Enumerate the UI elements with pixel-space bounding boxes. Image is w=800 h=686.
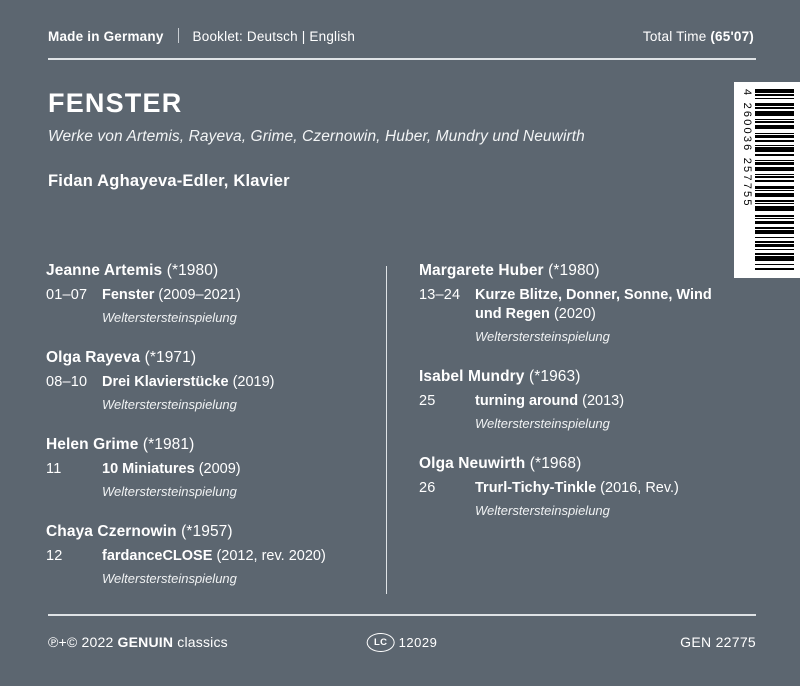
composer-name: Olga Rayeva: [46, 349, 141, 366]
barcode-bars: [755, 89, 794, 271]
header-row: [46, 26, 754, 44]
work-title: Kurze Blitze, Donner, Sonne, Wind und Regen: [475, 287, 712, 322]
footer-row: [48, 634, 756, 650]
composer-heading: [46, 262, 368, 280]
title-block: [46, 88, 754, 191]
work-info: [475, 479, 727, 520]
track-row: [419, 479, 727, 520]
work-title: Drei Klavierstücke: [102, 374, 229, 390]
work-info: [102, 460, 368, 501]
label-suffix: classics: [173, 634, 228, 650]
composer-name: Chaya Czernowin: [46, 523, 177, 540]
work-year: (2016, Rev.): [600, 480, 679, 496]
barcode-digits: 4 260036 257755: [741, 89, 753, 208]
world-premiere-note: Welterstersteinspielung: [475, 329, 610, 344]
world-premiere-note: Welterstersteinspielung: [475, 416, 610, 431]
lc-badge: [367, 633, 438, 652]
barcode: [734, 82, 800, 278]
header-divider: [178, 28, 179, 43]
composer-years: (*1968): [529, 455, 582, 472]
world-premiere-note: Welterstersteinspielung: [102, 484, 237, 499]
work-year: (2009–2021): [158, 287, 241, 303]
track-numbers: 08–10: [46, 374, 88, 390]
copyright-prefix: ℗+© 2022: [48, 634, 118, 650]
composer-group: [46, 262, 368, 327]
world-premiere-note: Welterstersteinspielung: [102, 310, 237, 325]
label-name: GENUIN: [117, 634, 174, 650]
track-column-right: [387, 262, 727, 594]
lc-number: 12029: [398, 634, 438, 650]
work-year: (2009): [198, 461, 241, 477]
work-year: (2013): [582, 393, 625, 409]
catalog-number: GEN 22775: [680, 634, 756, 650]
track-numbers: 25: [419, 393, 436, 409]
booklet-languages-label: Booklet: Deutsch | English: [192, 29, 356, 44]
track-row: [46, 286, 368, 327]
composer-name: Helen Grime: [46, 436, 139, 453]
work-info: [102, 373, 368, 414]
performer-name: Fidan Aghayeva-Edler, Klavier: [48, 171, 290, 190]
album-title: FENSTER: [48, 87, 183, 118]
track-numbers: 01–07: [46, 287, 88, 303]
album-subtitle: Werke von Artemis, Rayeva, Grime, Czernowin, Huber, Mundry und Neuwirth: [48, 127, 585, 145]
composer-group: [419, 262, 727, 346]
track-listing: [46, 262, 754, 594]
composer-group: [46, 523, 368, 588]
composer-group: [46, 436, 368, 501]
work-title: fardanceCLOSE: [102, 548, 213, 564]
composer-years: (*1980): [166, 262, 219, 279]
track-numbers: 13–24: [419, 287, 461, 303]
track-column-left: [46, 262, 386, 594]
track-numbers: 12: [46, 548, 63, 564]
work-info: [102, 286, 368, 327]
lc-icon: LC: [367, 633, 395, 652]
composer-name: Margarete Huber: [419, 262, 544, 279]
footer-rule: [48, 614, 756, 616]
composer-years: (*1980): [548, 262, 600, 279]
total-time: [643, 29, 754, 44]
composer-name: Olga Neuwirth: [419, 455, 526, 472]
track-row: [46, 547, 368, 588]
world-premiere-note: Welterstersteinspielung: [475, 503, 610, 518]
work-title: Fenster: [102, 287, 155, 303]
composer-years: (*1971): [144, 349, 197, 366]
composer-heading: [419, 262, 727, 280]
composer-name: Jeanne Artemis: [46, 262, 163, 279]
track-row: [46, 460, 368, 501]
composer-years: (*1963): [528, 368, 581, 385]
world-premiere-note: Welterstersteinspielung: [102, 397, 237, 412]
composer-group: [419, 455, 727, 520]
work-info: [102, 547, 368, 588]
composer-heading: [419, 455, 727, 473]
total-time-label: Total Time: [642, 29, 707, 44]
composer-name: Isabel Mundry: [419, 368, 525, 385]
work-title: Trurl-Tichy-Tinkle: [475, 480, 597, 496]
track-numbers: 11: [46, 461, 62, 477]
header-left: [48, 26, 355, 44]
total-time-value: (65'07): [710, 29, 754, 44]
work-info: [475, 392, 727, 433]
made-in-germany-label: Made in Germany: [48, 29, 164, 44]
work-year: (2020): [553, 306, 596, 322]
composer-heading: [46, 436, 368, 454]
header-rule: [48, 58, 756, 60]
composer-years: (*1957): [181, 523, 233, 540]
track-numbers: 26: [419, 480, 436, 496]
work-year: (2019): [232, 374, 275, 390]
copyright-line: [48, 634, 228, 650]
world-premiere-note: Welterstersteinspielung: [102, 571, 237, 586]
work-title: 10 Miniatures: [102, 461, 195, 477]
track-row: [419, 392, 727, 433]
composer-group: [46, 349, 368, 414]
composer-heading: [46, 523, 368, 541]
work-title: turning around: [475, 393, 579, 409]
composer-group: [419, 368, 727, 433]
composer-heading: [419, 368, 727, 386]
composer-heading: [46, 349, 368, 367]
track-row: [46, 373, 368, 414]
composer-years: (*1981): [142, 436, 195, 453]
work-year: (2012, rev. 2020): [216, 548, 326, 564]
track-row: [419, 286, 727, 346]
work-info: [475, 286, 727, 346]
